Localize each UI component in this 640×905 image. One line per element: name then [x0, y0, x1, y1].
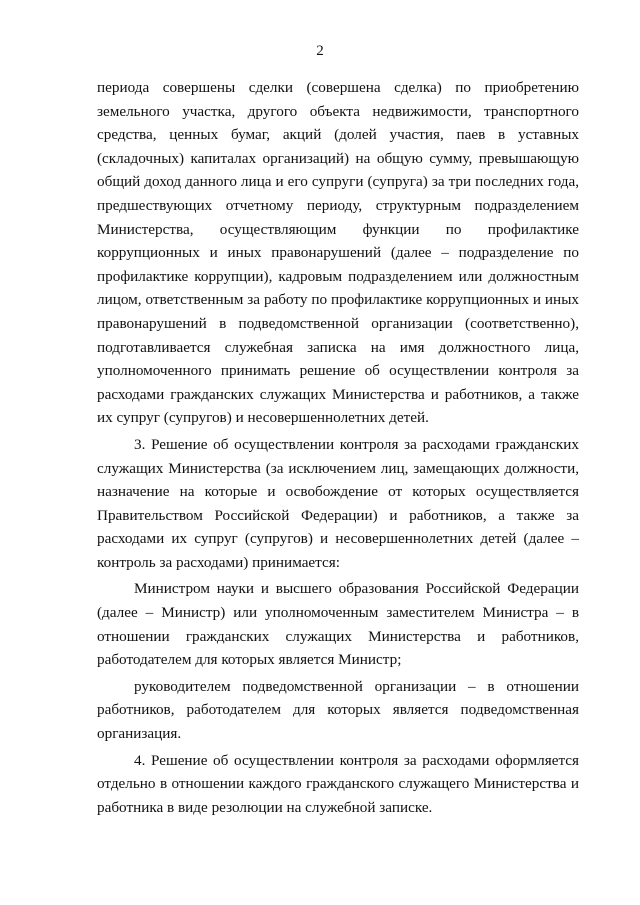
paragraph-organization-head: руководителем подведомственной организации – в отношении работников, работодателем для которых является подведомственная организация.: [97, 677, 579, 743]
paragraph-continuation: периода совершены сделки (совершена сделка) по приобретению земельного участка, другого объекта недвижимости, транспортного средства, ценных бумаг, акций (долей участия, паев в уставных (складочных) капиталах организаций) на общую сумму, превышающую общий доход данного лица и его супруги (супруга) за три последних года, предшествующих отчетному периоду, структурным подразделением Министерства, осуществляющим функции по профилактике коррупционных и иных правонарушений (далее – подразделение по профилактике коррупции), кадровым подразделением или должностным лицом, ответственным за работу по профилактике коррупционных и иных правонарушений в подведомственной организации (соответственно), подготавливается служебная записка на имя должностного лица, уполномоченного принимать решение об осуществлении контроля за расходами гражданских служащих Министерства и работников, а также их супруг (супругов) и несовершеннолетних детей.: [97, 79, 579, 427]
paragraph-item-3: 3. Решение об осуществлении контроля за расходами гражданских служащих Министерства (за исключением лиц, замещающих должности, назначение на которые и освобождение от которых осуществляется Правительством Российской Федерации) и работников, а также за расходами их супруг (супругов) и несовершеннолетних детей (далее – контроль за расходами) принимается:: [97, 435, 579, 571]
paragraph-item-4: 4. Решение об осуществлении контроля за расходами оформляется отдельно в отношении каждого гражданского служащего Министерства и работника в виде резолюции на служебной записке.: [97, 751, 579, 816]
page-number: 2: [316, 43, 324, 59]
paragraph-minister: Министром науки и высшего образования Российской Федерации (далее – Министр) или уполномоченным заместителем Министра – в отношении гражданских служащих Министерства и работников, работодателем для которых является Министр;: [97, 580, 579, 669]
document-body: [97, 76, 579, 819]
